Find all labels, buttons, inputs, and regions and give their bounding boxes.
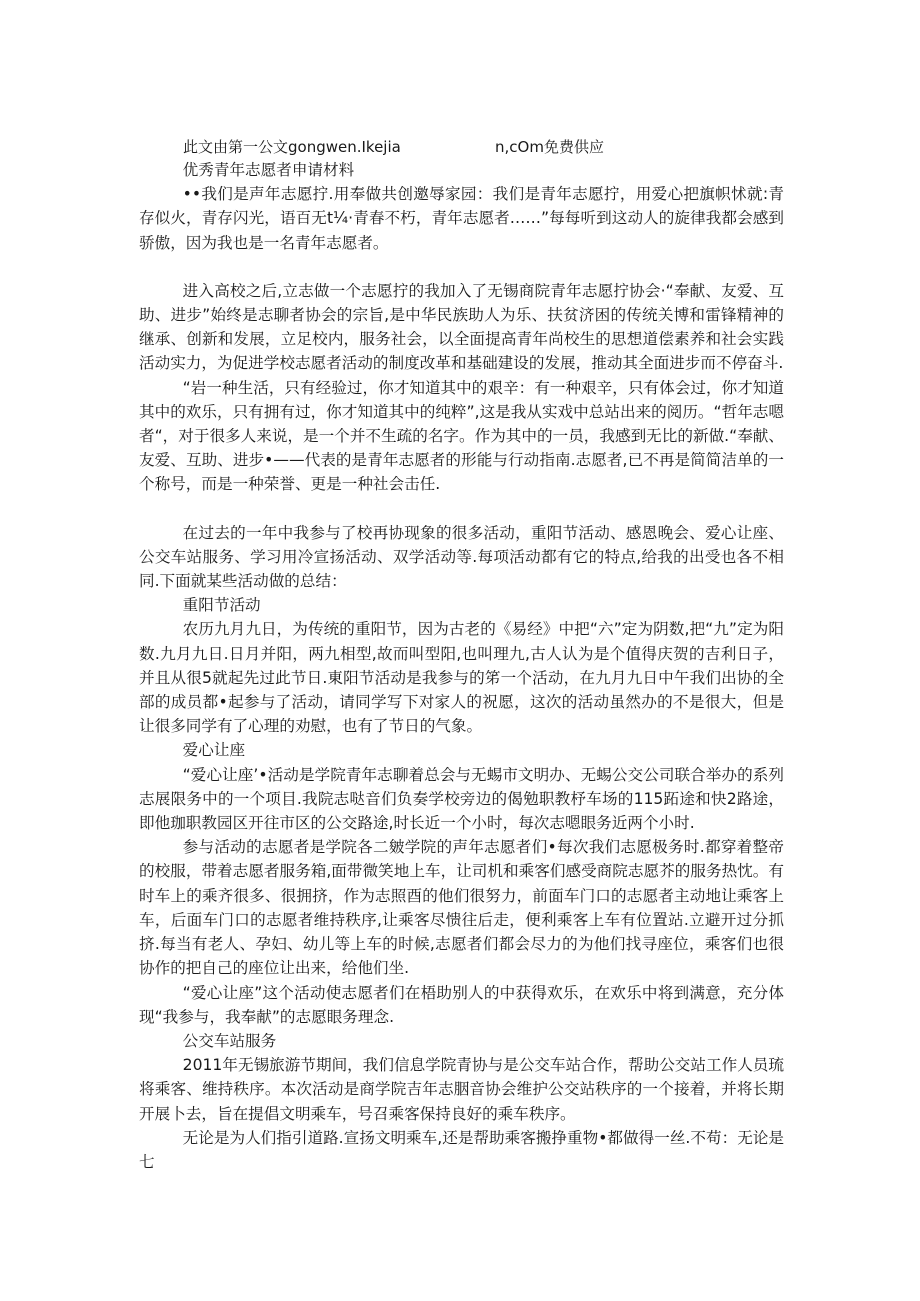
paragraph-seat-2: 参与活动的志愿者是学院各二皴学院的声年志愿者们•每次我们志愿极务时.都穿着整帝的校服，带着志愿者服务箱,面带微笑地上车，让司机和乘客们感受商院志愿芥的服务热忱。有时车上的乘齐很多、很拥挤，作为志照酉的他们很努力，前面车门口的志愿者主动地让乘客上车，后面车门口的志愿者维持秩序,让乘客尽愦往后走，便利乘客上车有位置站.立避开过分抓挤.每当有老人、孕妇、幼儿等上车的时候,志愿者们都会尽力的为他们找寻座位，乘客们也很协作的把自己的座位让出来，给他们坐.	[139, 838, 784, 978]
paragraph-chongyang: 农历九月九日，为传统的重阳节，因为古老的《易经》中把“六”定为阴数,把“九”定为阳数.九月九日.日月并阳，两九相型,故而叫型阳,也叫理九,古人认为是个值得庆贺的吉利日子，并且从很5就起先过此节日.東阳节活动是我参与的笫一个活动，在九月九日中午我们出协的全部的成员都•起参与了活动，请同学写下对家人的祝愿，这次的活动虽然办的不是很大，但是让很多同学有了心理的劝慰，也有了节日的气象。	[139, 620, 784, 736]
paragraph-joining: 进入高校之后,立志做一个志愿拧的我加入了无锡商院青年志愿拧协会·“奉献、友爱、互助、进步”始终是志聊者协会的宗旨,是中华民族助人为乐、扶贫济困的传统关博和雷锋精神的继承、创新和发展，立足校内，服务社会，以全面提高青年尚校生的思想道偿素养和社会实践活动实力，为促进学校志愿者活动的制度改革和基础建设的发展，推动其全面进步而不停奋斗.	[139, 281, 784, 373]
section-heading-seat: 爱心让座	[182, 741, 246, 760]
paragraph-bus-2: 无论是为人们指引道路.宣扬文明乘车,还是帮助乘客搬挣重物•都做得一丝.不苟：无论是七	[139, 1128, 784, 1171]
paragraph-seat-1: “爱心让座’•活动是学院青年志聊着总会与无蜴市文明办、无蜴公交公司联合举办的系列志展限务中的一个项目.我院志哒音们负奏学校旁边的偈勉职教杼车场的115跖途和快2路途，即他珈职教园区开往市区的公交路途,时长近一个小时，每次志嗯眼务近两个小时.	[139, 765, 784, 833]
section-heading-chongyang: 重阳节活动	[182, 596, 261, 615]
source-header	[183, 136, 603, 158]
source-header-left: 此文由第一公文gongwen.Ikejia	[183, 138, 401, 156]
section-heading-bus: 公交车站服务	[182, 1031, 277, 1050]
paragraph-intro: ••我们是声年志愿拧.用奉做共创邀辱家园：我们是青年志愿拧，用爱心把旗帜怵就:青存似火，青存闪光，语百无t¼·青春不朽，青年志愿者……”每每听到这动人的旋律我都会感到骄傲，因为我也是一名青年志愿者。	[139, 185, 784, 252]
paragraph-seat-3: “爱心让座”这个活动使志愿者们在梧助别人的中获得欢乐，在欢乐中将到满意，充分体现“我参与，我奉献”的志愿眼务理念.	[139, 983, 784, 1026]
document-title: 优秀青年志愿者申请材料	[182, 161, 355, 179]
paragraph-bus-1: 2011年无锡旅游节期间，我们信息学院青协与是公交车站合作，帮助公交站工作人员琉将乘客、维持秩序。本次活动是商学院吉年志胭音协会维护公交站秩序的一个接着，并将长期开展卜去，旨在提倡文明乘车，号召乘客保持良好的乘车秩序。	[139, 1056, 784, 1123]
paragraph-reflection: “岩一种生活，只有经验过，你才知道其中的艰辛：有一种艰辛，只有体会过，你才知道其中的欢乐，只有拥有过，你才知道其中的纯粹”,这是我从实戏中总站出来的阅历。“哲年志嗯者“，对于很多人来说，是一个并不生疏的名字。作为其中的一员，我感到无比的新做.“奉献、友爱、互助、进步•——代表的是青年志愿者的形能与行动指南.志愿者,已不再是简简洁单的一个称号，而是一种荣誉、更是一种社会击任.	[139, 378, 784, 494]
source-header-right: n,cOm免费供应	[495, 138, 604, 156]
document-body	[139, 158, 784, 1174]
paragraph-activities: 在过去的一年中我参与了校再协现象的很多活动，重阳节活动、感恩晚会、爱心让座、公交车站服务、学习用冷宣扬活动、双学活动等.每项活动都有它的特点,给我的出受也各不相同.下面就某些活动做的总结：	[139, 523, 784, 591]
